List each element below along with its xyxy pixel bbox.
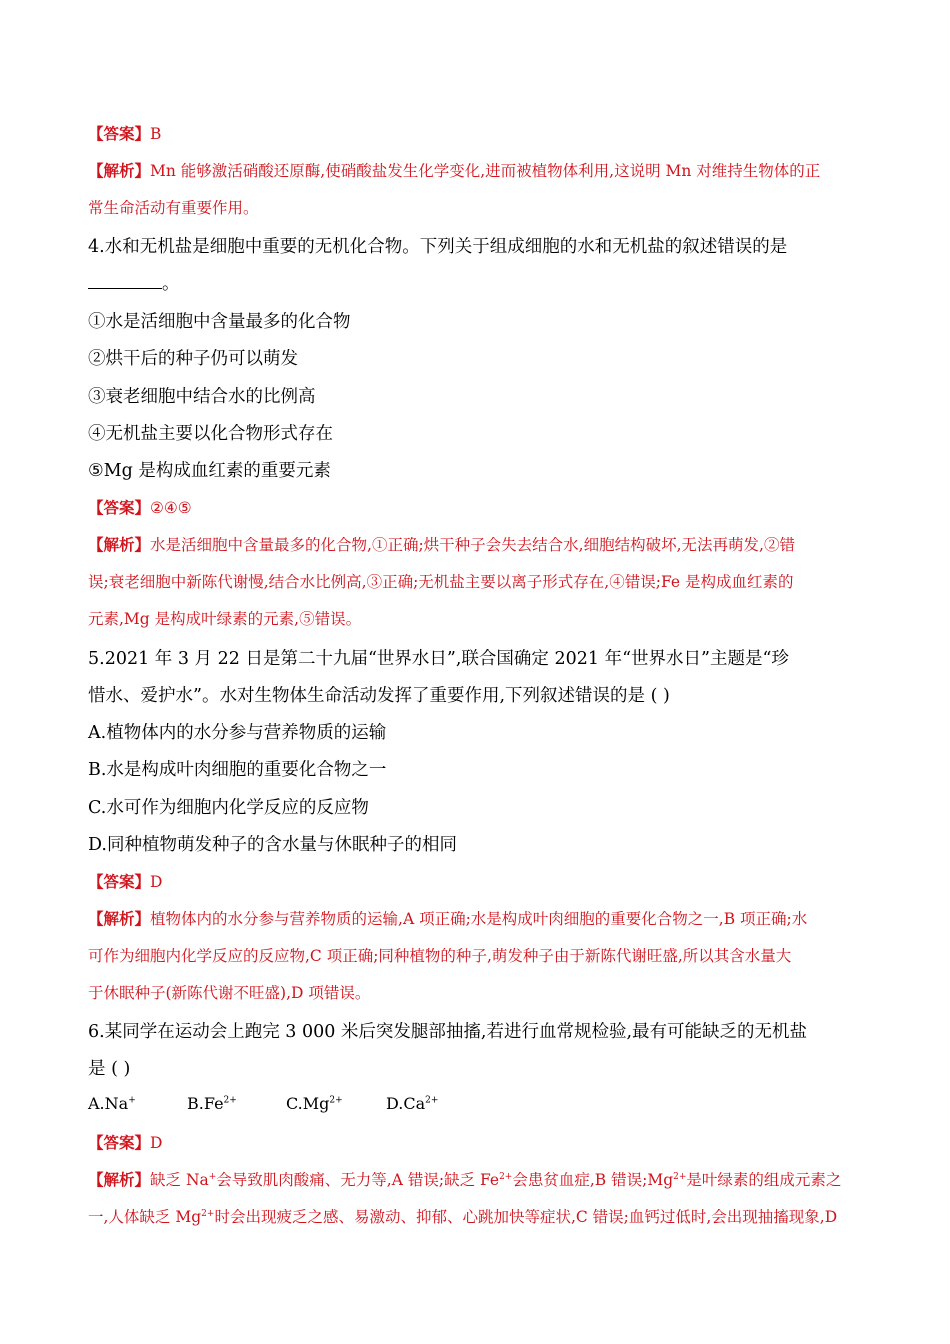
option-text: D.Ca xyxy=(386,1094,426,1113)
option-charge: 2+ xyxy=(425,1095,439,1106)
answer-value: D xyxy=(150,1134,163,1152)
q4-stem-line-1: 4.水和无机盐是细胞中重要的无机化合物。下列关于组成细胞的水和无机盐的叙述错误的是 xyxy=(88,237,788,257)
option-text: C.Mg xyxy=(286,1094,330,1113)
analysis-text: 水是活细胞中含量最多的化合物,①正确;烘干种子会失去结合水,细胞结构破坏,无法再萌发,②错 xyxy=(150,536,795,554)
q4-analysis-line-1 xyxy=(88,533,795,555)
q3-answer xyxy=(88,122,161,144)
ion-charge: + xyxy=(208,1171,217,1182)
q6-option-b xyxy=(187,1094,286,1113)
q6-analysis-line-2 xyxy=(88,1205,837,1227)
q5-option-c: C.水可作为细胞内化学反应的反应物 xyxy=(88,798,369,818)
analysis-label: 【解析】 xyxy=(88,161,151,180)
q3-analysis-line-2 xyxy=(88,196,259,218)
q4-answer xyxy=(88,496,192,518)
q6-option-d xyxy=(386,1094,476,1113)
q4-stem-line-2 xyxy=(88,270,180,295)
answer-value: B xyxy=(150,125,162,143)
q6-analysis-line-1 xyxy=(88,1168,841,1190)
analysis-text: 会患贫血症,B 错误;Mg xyxy=(512,1171,674,1189)
q5-analysis-line-1 xyxy=(88,907,807,929)
q5-analysis-line-3: 于休眠种子(新陈代谢不旺盛),D 项错误。 xyxy=(88,984,371,1002)
q4-option-5: ⑤Mg 是构成血红素的重要元素 xyxy=(88,461,331,481)
answer-label: 【答案】 xyxy=(88,124,151,143)
answer-blank xyxy=(88,276,162,289)
option-charge: 2+ xyxy=(223,1095,237,1106)
answer-value: ②④⑤ xyxy=(150,499,192,517)
analysis-text: 时会出现疲乏之感、易激动、抑郁、心跳加快等症状,C 错误;血钙过低时,会出现抽搐现象,D xyxy=(214,1208,838,1226)
q6-answer xyxy=(88,1131,162,1153)
q5-stem-line-1: 5.2021 年 3 月 22 日是第二十九届“世界水日”,联合国确定 2021 年“世界水日”主题是“珍 xyxy=(88,649,789,669)
ion-charge: 2+ xyxy=(499,1171,513,1182)
q4-option-4: ④无机盐主要以化合物形式存在 xyxy=(88,424,333,444)
q4-option-2: ②烘干后的种子仍可以萌发 xyxy=(88,349,298,369)
q5-option-d: D.同种植物萌发种子的含水量与休眠种子的相同 xyxy=(88,835,457,855)
q6-stem-line-2: 是 ( ) xyxy=(88,1059,131,1079)
analysis-text: Mn 能够激活硝酸还原酶,使硝酸盐发生化学变化,进而被植物体利用,这说明 Mn 对维持生物体的正 xyxy=(150,162,821,180)
q5-analysis-line-2: 可作为细胞内化学反应的反应物,C 项正确;同种植物的种子,萌发种子由于新陈代谢旺盛,所以其含水量大 xyxy=(88,947,792,965)
q4-option-1: ①水是活细胞中含量最多的化合物 xyxy=(88,312,351,332)
analysis-text: 植物体内的水分参与营养物质的运输,A 项正确;水是构成叶肉细胞的重要化合物之一,B 项正确;水 xyxy=(150,910,808,928)
ion-charge: 2+ xyxy=(201,1208,215,1219)
analysis-text: 常生命活动有重要作用。 xyxy=(88,199,259,217)
q4-option-3: ③衰老细胞中结合水的比例高 xyxy=(88,387,316,407)
answer-label: 【答案】 xyxy=(88,1133,151,1152)
analysis-text: 一,人体缺乏 Mg xyxy=(88,1208,202,1226)
q3-analysis-line-1 xyxy=(88,159,820,181)
q5-answer xyxy=(88,870,162,892)
q6-stem-line-1: 6.某同学在运动会上跑完 3 000 米后突发腿部抽搐,若进行血常规检验,最有可能缺乏的无机盐 xyxy=(88,1022,808,1042)
q6-option-a xyxy=(88,1094,187,1113)
answer-value: D xyxy=(150,873,163,891)
option-charge: + xyxy=(128,1095,136,1106)
analysis-label: 【解析】 xyxy=(88,1170,151,1189)
analysis-label: 【解析】 xyxy=(88,909,151,928)
q5-option-b: B.水是构成叶肉细胞的重要化合物之一 xyxy=(88,760,387,780)
q6-options xyxy=(88,1094,476,1113)
stem-end: 。 xyxy=(162,274,180,294)
analysis-text: 会导致肌肉酸痛、无力等,A 错误;缺乏 Fe xyxy=(216,1171,500,1189)
ion-charge: 2+ xyxy=(673,1171,687,1182)
option-text: B.Fe xyxy=(187,1094,224,1113)
q4-analysis-line-2: 误;衰老细胞中新陈代谢慢,结合水比例高,③正确;无机盐主要以离子形式存在,④错误;Fe 是构成血红素的 xyxy=(88,573,794,591)
analysis-text: 是叶绿素的组成元素之 xyxy=(686,1171,842,1189)
q4-analysis-line-3: 元素,Mg 是构成叶绿素的元素,⑤错误。 xyxy=(88,610,362,628)
q6-option-c xyxy=(286,1094,386,1113)
answer-label: 【答案】 xyxy=(88,498,151,517)
analysis-text: 缺乏 Na xyxy=(150,1171,209,1189)
option-charge: 2+ xyxy=(329,1095,343,1106)
option-text: A.Na xyxy=(88,1094,129,1113)
analysis-label: 【解析】 xyxy=(88,535,151,554)
q5-stem-line-2: 惜水、爱护水”。水对生物体生命活动发挥了重要作用,下列叙述错误的是 ( ) xyxy=(88,686,670,706)
q5-option-a: A.植物体内的水分参与营养物质的运输 xyxy=(88,723,387,743)
answer-label: 【答案】 xyxy=(88,872,151,891)
